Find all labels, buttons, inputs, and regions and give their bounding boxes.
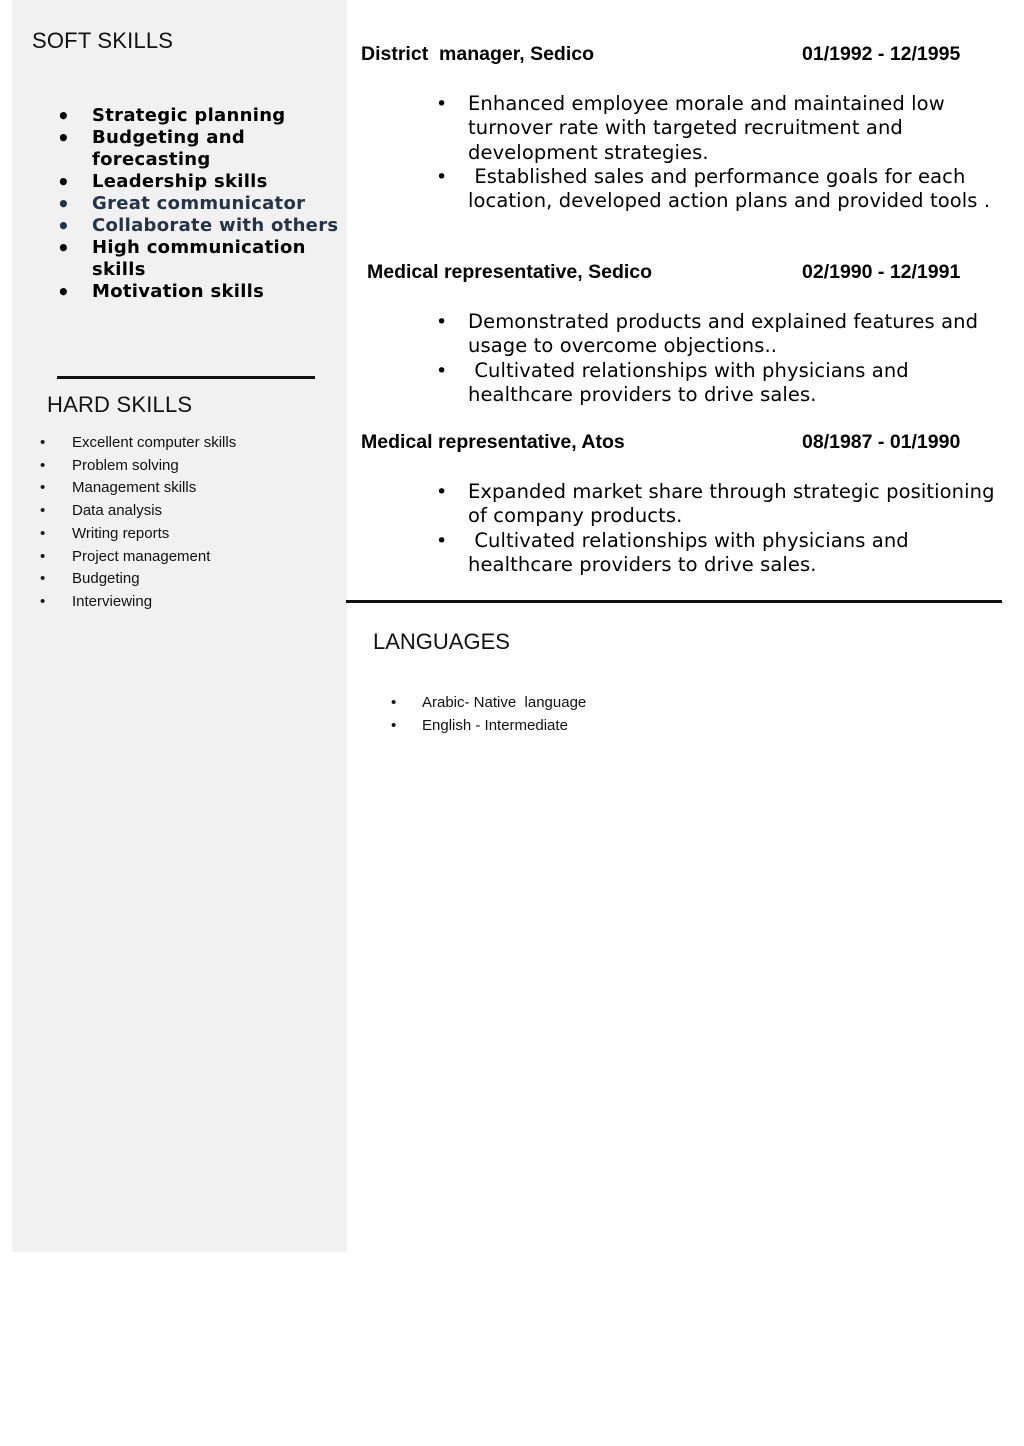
sidebar: [12, 0, 347, 1252]
soft-skills-list: [57, 105, 347, 303]
job-dates: 08/1987 - 01/1990: [802, 431, 961, 453]
list-item: • Collaborate with others: [57, 215, 347, 237]
list-item: • Management skills: [40, 477, 340, 500]
list-item: • Project management: [40, 546, 340, 569]
job-dates: 02/1990 - 12/1991: [802, 261, 961, 283]
job-header: [361, 43, 971, 67]
list-item: • Strategic planning: [57, 105, 347, 127]
list-item: • Problem solving: [40, 455, 340, 478]
list-item: • Demonstrated products and explained features and usage to overcome objections..: [436, 310, 1006, 359]
section-divider: [346, 600, 1002, 603]
list-item: • Budgeting and forecasting: [57, 127, 347, 171]
job-bullets: [436, 92, 1006, 213]
list-item: • Arabic- Native language: [391, 691, 791, 714]
list-item: • Motivation skills: [57, 281, 347, 303]
hard-skills-title: HARD SKILLS: [47, 392, 193, 417]
list-item: • High communication skills: [57, 237, 347, 281]
list-item: • Cultivated relationships with physicians and healthcare providers to drive sales.: [436, 529, 1006, 578]
list-item: • Cultivated relationships with physicians and healthcare providers to drive sales.: [436, 359, 1006, 408]
soft-skills-title: SOFT SKILLS: [32, 28, 174, 53]
list-item: • Interviewing: [40, 591, 340, 614]
job-bullets: [436, 480, 1006, 577]
languages-title: LANGUAGES: [373, 629, 510, 654]
job-title: Medical representative, Atos: [361, 431, 625, 453]
list-item: • Writing reports: [40, 523, 340, 546]
job-title: Medical representative, Sedico: [367, 261, 653, 283]
list-item: • Enhanced employee morale and maintained low turnover rate with targeted recruitment and development strategies.: [436, 92, 1006, 165]
sidebar-divider: [57, 376, 315, 379]
list-item: • Great communicator: [57, 193, 347, 215]
list-item: • Data analysis: [40, 500, 340, 523]
hard-skills-list: [40, 432, 340, 614]
job-header: [361, 431, 971, 455]
job-title: District manager, Sedico: [361, 43, 595, 65]
list-item: • Budgeting: [40, 568, 340, 591]
list-item: • Leadership skills: [57, 171, 347, 193]
list-item: • Established sales and performance goals for each location, developed action plans and provided tools .: [436, 165, 1006, 214]
languages-list: [391, 691, 791, 737]
job-dates: 01/1992 - 12/1995: [802, 43, 961, 65]
job-header: [367, 261, 977, 285]
list-item: • Expanded market share through strategic positioning of company products.: [436, 480, 1006, 529]
list-item: • English - Intermediate: [391, 714, 791, 737]
list-item: • Excellent computer skills: [40, 432, 340, 455]
job-bullets: [436, 310, 1006, 407]
